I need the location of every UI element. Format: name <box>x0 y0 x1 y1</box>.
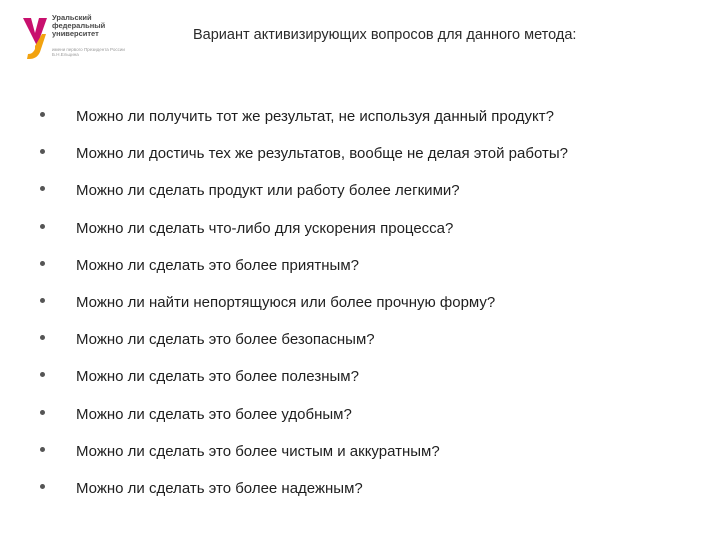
bullet-icon <box>40 410 45 415</box>
bullet-icon <box>40 447 45 452</box>
university-logo <box>22 13 125 62</box>
list-item-text: Можно ли найти непортящуюся или более прочную форму? <box>76 293 496 311</box>
logo-name-line: университет <box>52 29 99 38</box>
bullet-icon <box>40 186 45 191</box>
bullet-icon <box>40 298 45 303</box>
list-item-text: Можно ли сделать это более удобным? <box>76 405 352 423</box>
list-item-text: Можно ли сделать продукт или работу более легкими? <box>76 182 460 200</box>
slide-title: Вариант активизирующих вопросов для данного метода: <box>193 27 577 43</box>
bullet-icon <box>40 149 45 154</box>
bullet-icon <box>40 484 45 489</box>
list-item-text: Можно ли сделать это более чистым и аккуратным? <box>76 442 440 460</box>
list-item-text: Можно ли сделать это более полезным? <box>76 368 359 386</box>
bullet-icon <box>40 112 45 117</box>
bullet-icon <box>40 335 45 340</box>
logo-wordmark <box>52 14 134 38</box>
bullet-icon <box>40 261 45 266</box>
logo-mark-icon <box>22 16 48 60</box>
bullet-icon <box>40 372 45 377</box>
list-item-text: Можно ли сделать это более безопасным? <box>76 331 375 349</box>
list-item-text: Можно ли сделать это более приятным? <box>76 256 359 274</box>
logo-name-line: Уральский <box>52 13 92 22</box>
list-item-text: Можно ли сделать это более надежным? <box>76 479 363 497</box>
list-item-text: Можно ли получить тот же результат, не используя данный продукт? <box>76 108 554 125</box>
logo-subtitle: имени первого Президента России Б.Н.Ельцина <box>52 47 125 57</box>
list-item-text: Можно ли сделать что-либо для ускорения процесса? <box>76 219 454 237</box>
logo-name-line: федеральный <box>52 21 106 30</box>
bullet-icon <box>40 224 45 229</box>
list-item-text: Можно ли достичь тех же результатов, вообще не делая этой работы? <box>76 145 568 163</box>
